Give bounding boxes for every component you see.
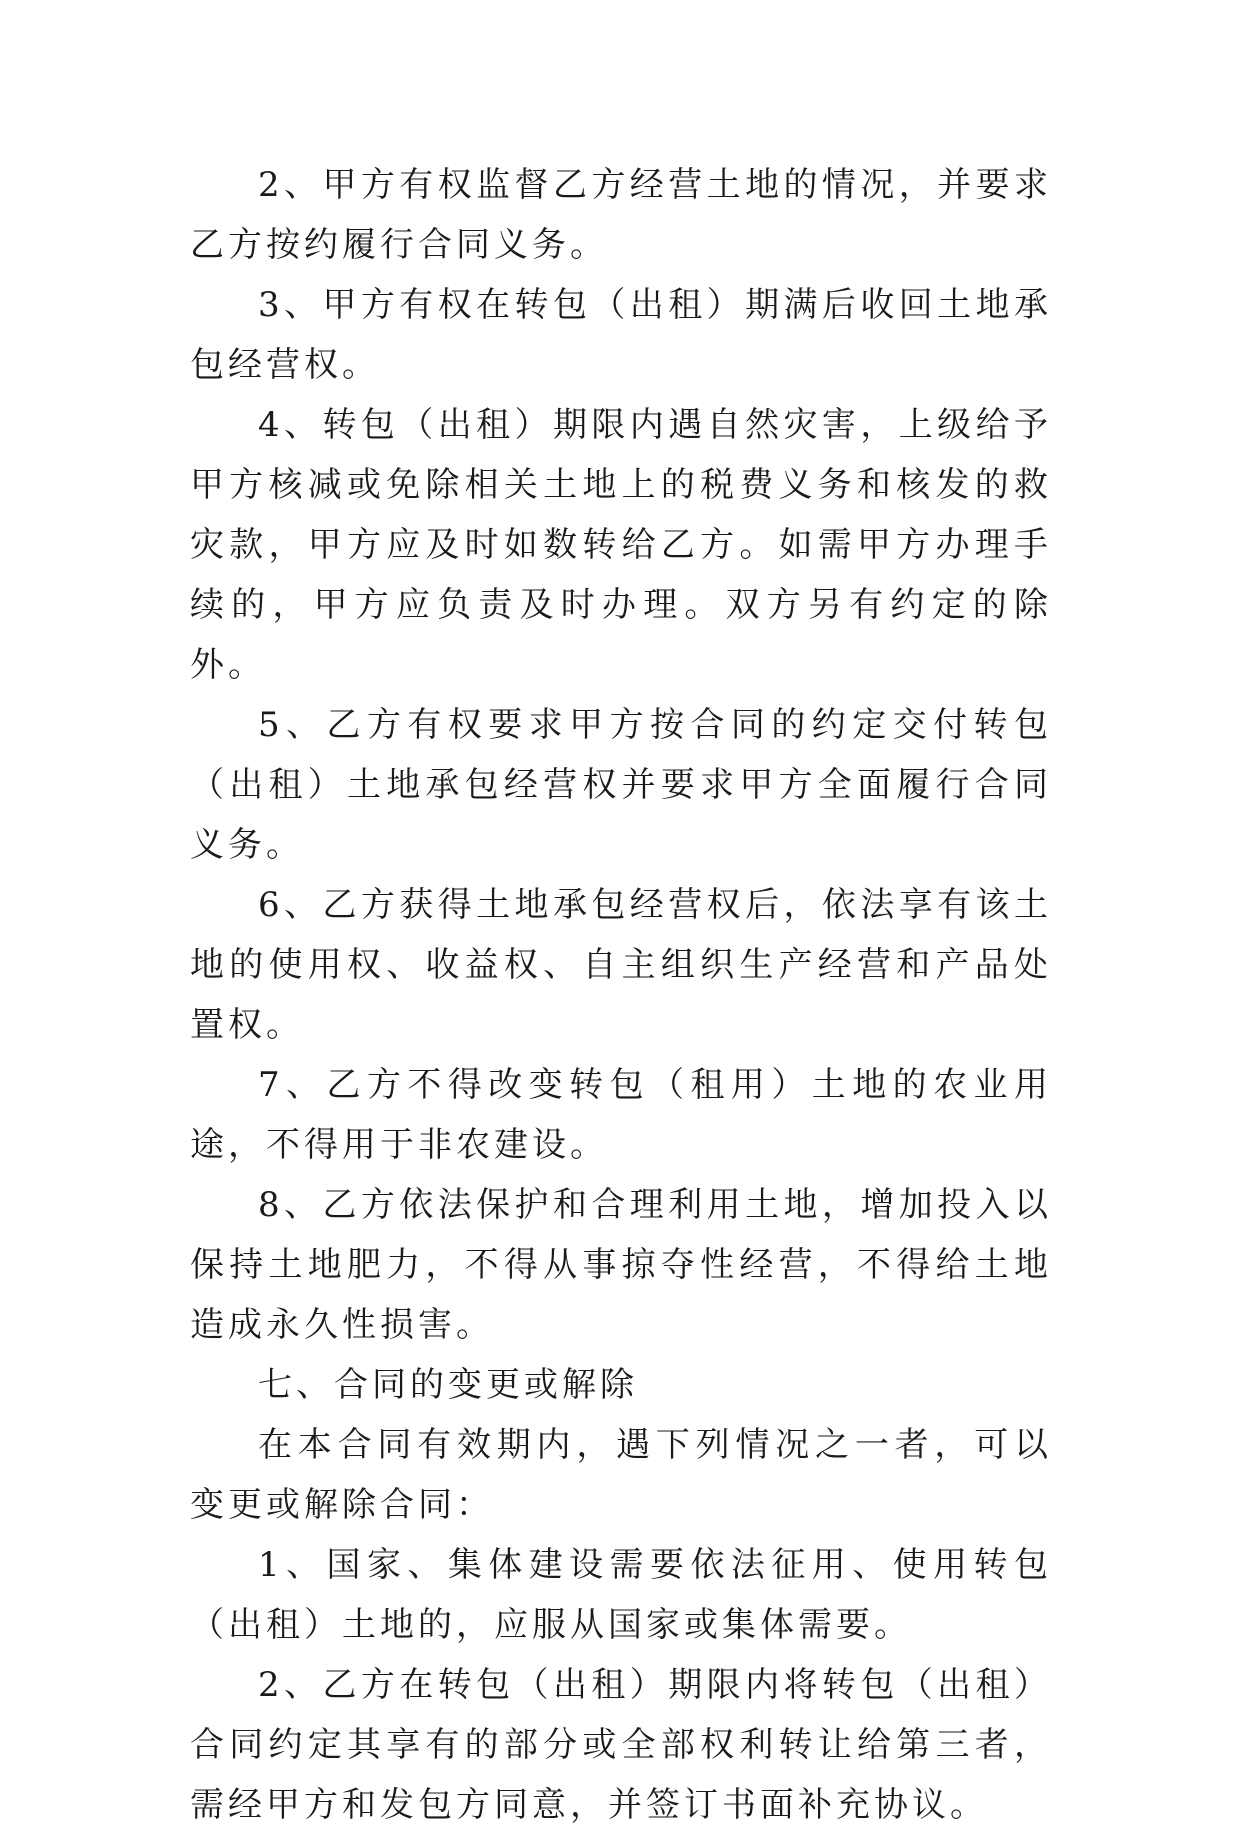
clause-paragraph: 1、国家、集体建设需要依法征用、使用转包（出租）土地的，应服从国家或集体需要。 [190,1545,1052,1645]
section-heading: 七、合同的变更或解除 [258,1365,638,1405]
clause-paragraph: 3、甲方有权在转包（出租）期满后收回土地承包经营权。 [190,285,1052,385]
clause-paragraph: 5、乙方有权要求甲方按合同的约定交付转包（出租）土地承包经营权并要求甲方全面履行合同义务。 [190,705,1052,865]
clause-paragraph: 4、转包（出租）期限内遇自然灾害，上级给予甲方核减或免除相关土地上的税费义务和核发的救灾款，甲方应及时如数转给乙方。如需甲方办理手续的，甲方应负责及时办理。双方另有约定的除外。 [190,405,1052,685]
clause-paragraph: 2、甲方有权监督乙方经营土地的情况，并要求乙方按约履行合同义务。 [190,165,1052,265]
clause-paragraph: 6、乙方获得土地承包经营权后，依法享有该土地的使用权、收益权、自主组织生产经营和产品处置权。 [190,885,1052,1045]
clause-paragraph: 2、乙方在转包（出租）期限内将转包（出租）合同约定其享有的部分或全部权利转让给第三者，需经甲方和发包方同意，并签订书面补充协议。 [190,1665,1052,1825]
document-body [190,155,1052,1835]
clause-paragraph: 7、乙方不得改变转包（租用）土地的农业用途，不得用于非农建设。 [190,1065,1052,1165]
clause-paragraph: 8、乙方依法保护和合理利用土地，增加投入以保持土地肥力，不得从事掠夺性经营，不得给土地造成永久性损害。 [190,1185,1052,1345]
intro-paragraph: 在本合同有效期内，遇下列情况之一者，可以变更或解除合同： [190,1425,1052,1525]
